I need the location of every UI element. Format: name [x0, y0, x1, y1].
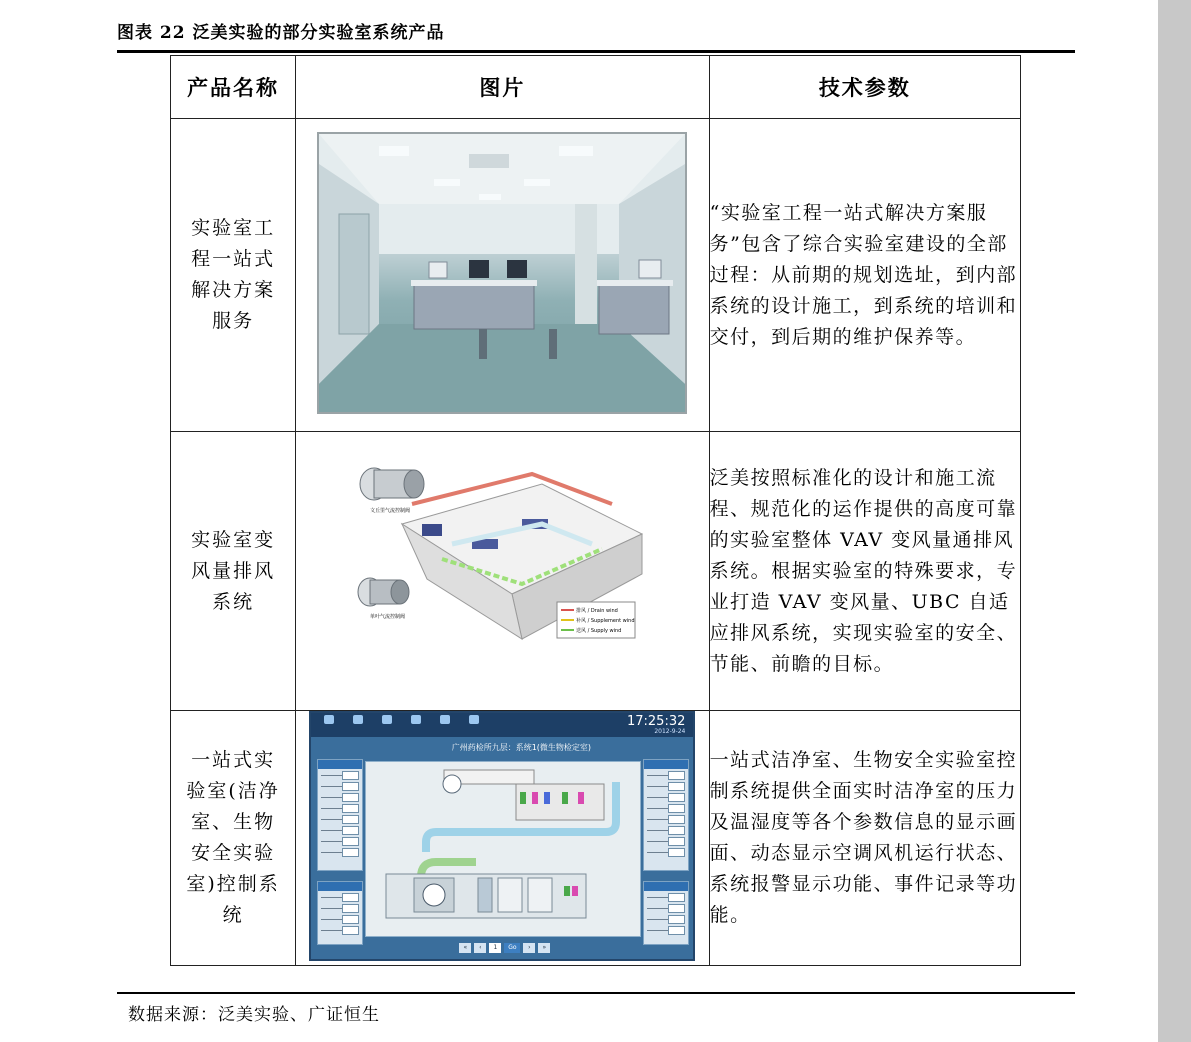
left-status-panel [317, 881, 363, 945]
product-table [170, 55, 1021, 966]
valve-top-label: 文丘里气流控制阀 [370, 508, 411, 514]
prev-page-button[interactable]: ‹ [474, 943, 486, 953]
right-status-panel [643, 881, 689, 945]
product-name: 实验室工 程一站式 解决方案 服务 [171, 119, 296, 432]
product-image-cell [296, 119, 709, 432]
control-system-screenshot [309, 711, 695, 961]
product-spec: “实验室工程一站式解决方案服务”包含了综合实验室建设的全部过程：从前期的规划选址，到内部系统的设计施工，到系统的培训和交付，到后期的维护保养等。 [709, 119, 1020, 432]
bottom-rule [117, 992, 1075, 994]
product-spec: 泛美按照标准化的设计和施工流程、规范化的运作提供的高度可靠的实验室整体 VAV 变风量通排风系统。根据实验室的特殊要求，专业打造 VAV 变风量、UBC 自适应排风系统，实现实验室的安全、节能、前瞻的目标。 [709, 432, 1020, 711]
go-button[interactable]: Go [504, 943, 520, 953]
header-spec: 技术参数 [709, 56, 1020, 119]
header-picture: 图片 [296, 56, 709, 119]
legend-supplement: 补风 / Supplement wind [576, 618, 635, 624]
screen-time: 17:25:32 [626, 714, 686, 729]
menu-icon [404, 715, 428, 733]
screen-pager [459, 943, 550, 953]
scrollbar[interactable] [1158, 0, 1191, 1042]
product-name: 实验室变 风量排风 系统 [171, 432, 296, 711]
screen-title: 广州药检所九层：系统1(微生物检定室) [451, 743, 592, 752]
hvac-diagram [365, 761, 641, 937]
menu-icon [375, 715, 399, 733]
left-param-panel [317, 759, 363, 871]
header-product-name: 产品名称 [171, 56, 296, 119]
right-param-panel [643, 759, 689, 871]
menu-icon [317, 715, 341, 733]
figure-title: 图表 22 泛美实验的部分实验室系统产品 [117, 23, 445, 43]
venturi-valve-icon [360, 468, 424, 500]
screen-topbar [311, 713, 693, 737]
source-note: 数据来源：泛美实验、广证恒生 [128, 1005, 380, 1025]
table-row [171, 711, 1021, 966]
legend-drain: 排风 / Drain wind [576, 608, 619, 614]
lab-interior-photo [317, 132, 687, 414]
product-image-cell [296, 432, 709, 711]
legend-supply: 送风 / Supply wind [576, 628, 622, 634]
table-header-row [171, 56, 1021, 119]
single-blade-valve-icon [358, 578, 409, 606]
table-row [171, 119, 1021, 432]
first-page-button[interactable]: « [459, 943, 471, 953]
menu-icon [433, 715, 457, 733]
valve-bottom-label: 单叶气流控制阀 [370, 614, 406, 620]
product-name: 一站式实 验室(洁净 室、生物 安全实验 室)控制系 统 [171, 711, 296, 966]
menu-icon [346, 715, 370, 733]
menu-icon [462, 715, 486, 733]
table-row [171, 432, 1021, 711]
product-spec: 一站式洁净室、生物安全实验室控制系统提供全面实时洁净室的压力及温湿度等各个参数信息的显示画面、动态显示空调风机运行状态、系统报警显示功能、事件记录等功能。 [709, 711, 1020, 966]
product-image-cell [296, 711, 709, 966]
vav-exhaust-diagram [352, 464, 652, 674]
top-rule [117, 50, 1075, 53]
screen-date: 2012-9-24 [654, 728, 686, 735]
page-number: 1 [489, 943, 501, 953]
screen-menu [317, 715, 486, 733]
last-page-button[interactable]: » [538, 943, 550, 953]
next-page-button[interactable]: › [523, 943, 535, 953]
